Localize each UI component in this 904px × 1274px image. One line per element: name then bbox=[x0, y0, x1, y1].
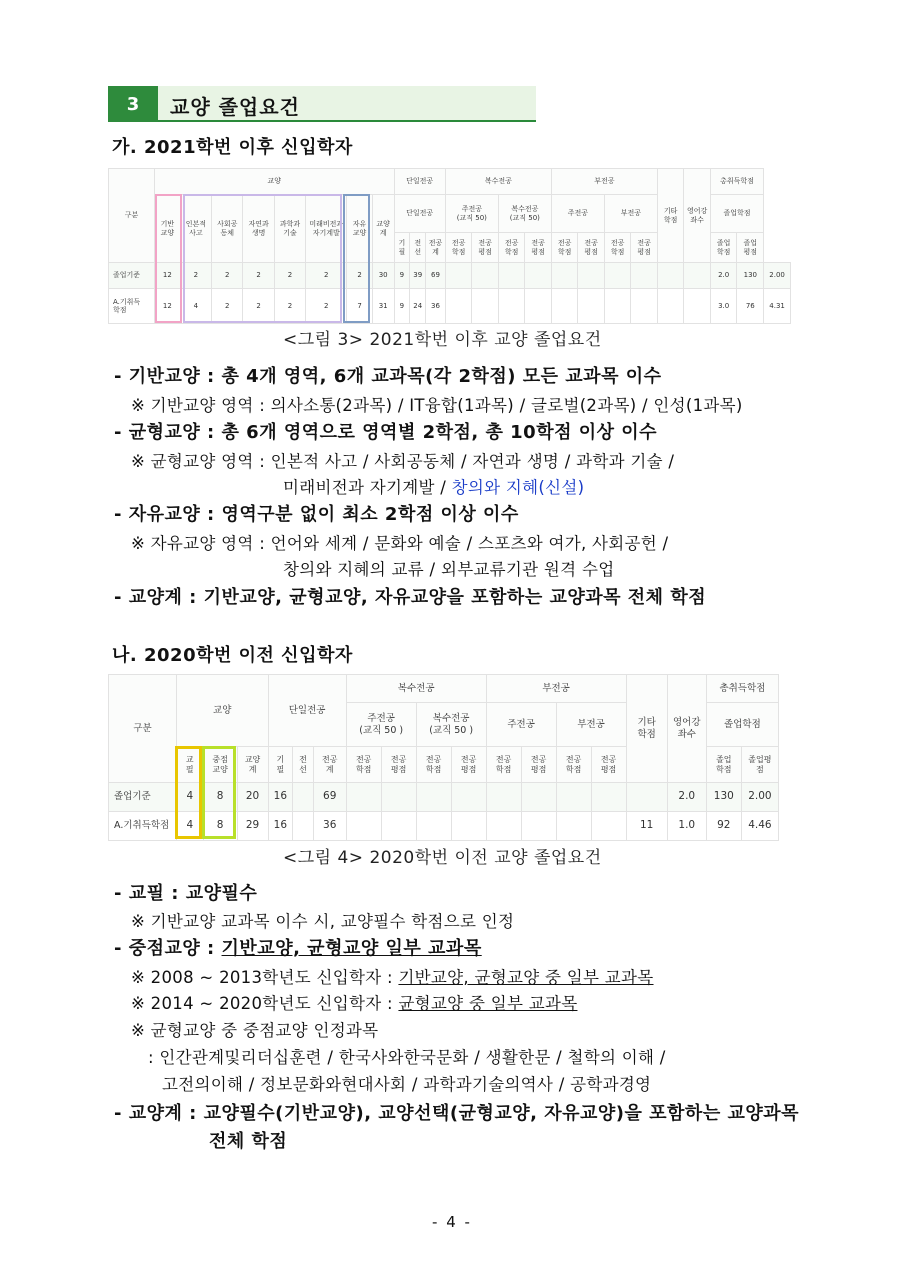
header-pyeongjeom: 전공 평점 bbox=[451, 747, 486, 783]
cell: 12 bbox=[155, 263, 181, 289]
header-pyeongjeom: 전공 평점 bbox=[631, 233, 658, 263]
header-bu-bu: 부전공 bbox=[604, 195, 657, 233]
item-jungjeom-note-1 bbox=[131, 964, 654, 988]
cell: 2 bbox=[306, 289, 347, 324]
header-ju: 주전공 (교직 50 ) bbox=[346, 703, 416, 747]
header-pyeongjeom: 전공 평점 bbox=[381, 747, 416, 783]
header-danil-sub: 단일전공 bbox=[394, 195, 445, 233]
cell bbox=[381, 783, 416, 812]
header-gyopil: 교 필 bbox=[176, 747, 203, 783]
cell bbox=[551, 289, 578, 324]
cell: 20 bbox=[237, 783, 268, 812]
header-gye: 전공 계 bbox=[426, 233, 446, 263]
table-row bbox=[109, 812, 779, 841]
cell bbox=[293, 812, 314, 841]
table-row bbox=[109, 783, 779, 812]
cell bbox=[416, 812, 451, 841]
cell: 8 bbox=[203, 783, 237, 812]
cell: 130 bbox=[737, 263, 764, 289]
cell bbox=[445, 289, 472, 324]
cell bbox=[591, 783, 626, 812]
cell: 7 bbox=[347, 289, 373, 324]
cell bbox=[521, 812, 556, 841]
header-pyeongjeom: 전공 평점 bbox=[591, 747, 626, 783]
item-gyopil-note: ※ 기반교양 교과목 이수 시, 교양필수 학점으로 인정 bbox=[131, 912, 515, 931]
cell bbox=[591, 812, 626, 841]
cell bbox=[556, 812, 591, 841]
cell bbox=[657, 289, 684, 324]
cell bbox=[472, 289, 499, 324]
header-gubun: 구분 bbox=[109, 675, 177, 783]
cell: 9 bbox=[394, 263, 410, 289]
cell bbox=[631, 289, 658, 324]
header-ju: 주전공 (교직 50) bbox=[445, 195, 498, 233]
header-boksu-sub: 복수전공 (교직 50) bbox=[498, 195, 551, 233]
cell: 1.0 bbox=[667, 812, 706, 841]
header-gyeyang: 교양 계 bbox=[372, 195, 394, 263]
header-total: 총취득학점 bbox=[706, 675, 778, 703]
header-gyoyang: 교양 bbox=[176, 675, 268, 747]
header-bu-bu: 부전공 bbox=[556, 703, 626, 747]
cell: 2 bbox=[347, 263, 373, 289]
cell bbox=[684, 289, 711, 324]
header-hakjeom: 전공 학점 bbox=[498, 233, 525, 263]
row-label: 졸업기준 bbox=[109, 783, 177, 812]
header-jol-hak: 졸업 학점 bbox=[706, 747, 741, 783]
header-bu: 부전공 bbox=[551, 169, 657, 195]
note-prefix: ※ 2014 ~ 2020학년도 신입학자 : bbox=[131, 994, 399, 1013]
note-new-highlight: 창의와 지혜(신설) bbox=[451, 478, 585, 497]
cell: 2 bbox=[243, 263, 274, 289]
cell: 39 bbox=[410, 263, 426, 289]
header-gi: 기 필 bbox=[268, 747, 293, 783]
item-gyopil-head: - 교필 : 교양필수 bbox=[114, 883, 258, 904]
cell bbox=[684, 263, 711, 289]
cell bbox=[381, 812, 416, 841]
cell: 16 bbox=[268, 812, 293, 841]
header-jungjeom: 중점 교양 bbox=[203, 747, 237, 783]
cell: 2.0 bbox=[667, 783, 706, 812]
table-2021 bbox=[108, 168, 791, 324]
header-hakjeom: 전공 학점 bbox=[346, 747, 381, 783]
part-a-heading: 가. 2021학번 이후 신입학자 bbox=[112, 137, 353, 158]
cell: 16 bbox=[268, 783, 293, 812]
caption-fig3: <그림 3> 2021학번 이후 교양 졸업요건 bbox=[283, 330, 602, 350]
header-pyeongjeom: 전공 평점 bbox=[525, 233, 552, 263]
cell: 24 bbox=[410, 289, 426, 324]
cell: 69 bbox=[313, 783, 346, 812]
item-gyeyang2-head: - 교양계 : 교양필수(기반교양), 교양선택(균형교양, 자유교양)을 포함하는 교양과목 bbox=[114, 1103, 800, 1124]
cell: 2.0 bbox=[710, 263, 737, 289]
table-row bbox=[109, 263, 791, 289]
header-sun: 전 선 bbox=[293, 747, 314, 783]
header-hakjeom: 전공 학점 bbox=[551, 233, 578, 263]
note-underlined: 기반교양, 균형교양 중 일부 교과목 bbox=[398, 968, 654, 987]
cell bbox=[451, 812, 486, 841]
header-jolup: 졸업학점 bbox=[710, 195, 763, 233]
cell: 76 bbox=[737, 289, 764, 324]
cell bbox=[346, 812, 381, 841]
cell bbox=[604, 263, 631, 289]
cell bbox=[525, 289, 552, 324]
row-label: A.기취득학점 bbox=[109, 812, 177, 841]
header-hakjeom: 전공 학점 bbox=[604, 233, 631, 263]
caption-fig4: <그림 4> 2020학번 이전 교양 졸업요건 bbox=[283, 848, 602, 868]
cell: 4 bbox=[176, 812, 203, 841]
cell: 8 bbox=[203, 812, 237, 841]
header-danil: 단일전공 bbox=[394, 169, 445, 195]
row-label: A.기취득 학점 bbox=[109, 289, 155, 324]
header-hakjeom: 전공 학점 bbox=[486, 747, 521, 783]
row-label: 졸업기준 bbox=[109, 263, 155, 289]
cell: 31 bbox=[372, 289, 394, 324]
header-jol-hak: 졸업 학점 bbox=[710, 233, 737, 263]
header-bu: 부전공 bbox=[486, 675, 626, 703]
header-jayu: 자유 교양 bbox=[347, 195, 373, 263]
cell: 36 bbox=[426, 289, 446, 324]
cell bbox=[657, 263, 684, 289]
item-jungjeom-note-5: 고전의이해 / 정보문화와현대사회 / 과학과기술의역사 / 공학과경영 bbox=[162, 1075, 652, 1094]
cell: 30 bbox=[372, 263, 394, 289]
header-eng: 영어강 좌수 bbox=[667, 675, 706, 783]
item-gibon-note: ※ 기반교양 영역 : 의사소통(2과목) / IT융합(1과목) / 글로벌(2과목) / 인성(1과목) bbox=[131, 396, 743, 415]
cell bbox=[451, 783, 486, 812]
table-row bbox=[109, 289, 791, 324]
item-gyunhyeong-head: - 균형교양 : 총 6개 영역으로 영역별 2학점, 총 10학점 이상 이수 bbox=[114, 422, 658, 443]
header-pyeongjeom: 전공 평점 bbox=[578, 233, 605, 263]
header-jayeon: 자연과 생명 bbox=[243, 195, 274, 263]
cell: 2 bbox=[274, 289, 305, 324]
cell: 4 bbox=[176, 783, 203, 812]
header-jol-pyeong: 졸업평 점 bbox=[741, 747, 778, 783]
item-jayu-note: ※ 자유교양 영역 : 언어와 세계 / 문화와 예술 / 스포츠와 여가, 사회공헌 / bbox=[131, 534, 669, 553]
cell: 2 bbox=[274, 263, 305, 289]
cell bbox=[498, 289, 525, 324]
cell: 11 bbox=[626, 812, 667, 841]
cell bbox=[346, 783, 381, 812]
cell bbox=[498, 263, 525, 289]
cell: 2 bbox=[306, 263, 347, 289]
table-2020 bbox=[108, 674, 779, 841]
header-pyeongjeom: 전공 평점 bbox=[521, 747, 556, 783]
item-gyunhyeong-note: ※ 균형교양 영역 : 인본적 사고 / 사회공동체 / 자연과 생명 / 과학과 기술 / bbox=[131, 452, 675, 471]
header-danil: 단일전공 bbox=[268, 675, 346, 747]
cell bbox=[631, 263, 658, 289]
cell: 4 bbox=[180, 289, 211, 324]
header-mirae: 미래비전과 자기계발 bbox=[306, 195, 347, 263]
cell bbox=[626, 783, 667, 812]
cell: 69 bbox=[426, 263, 446, 289]
header-hakjeom: 전공 학점 bbox=[556, 747, 591, 783]
cell: 3.0 bbox=[710, 289, 737, 324]
cell bbox=[416, 783, 451, 812]
item-jayu-head: - 자유교양 : 영역구분 없이 최소 2학점 이상 이수 bbox=[114, 504, 519, 525]
cell bbox=[521, 783, 556, 812]
page-number: - 4 - bbox=[432, 1213, 472, 1231]
cell: 2 bbox=[180, 263, 211, 289]
cell: 29 bbox=[237, 812, 268, 841]
header-bu-ju: 주전공 bbox=[551, 195, 604, 233]
note-underlined: 균형교양 중 일부 교과목 bbox=[398, 994, 578, 1013]
header-inmun: 인본적 사고 bbox=[180, 195, 211, 263]
cell: 2 bbox=[212, 289, 243, 324]
cell: 2 bbox=[243, 289, 274, 324]
cell: 92 bbox=[706, 812, 741, 841]
item-gyeyang-head: - 교양계 : 기반교양, 균형교양, 자유교양을 포함하는 교양과목 전체 학점 bbox=[114, 587, 707, 608]
header-hakjeom: 전공 학점 bbox=[416, 747, 451, 783]
header-total: 총취득학점 bbox=[710, 169, 763, 195]
header-gi: 기 필 bbox=[394, 233, 410, 263]
header-boksu-sub: 복수전공 (교직 50 ) bbox=[416, 703, 486, 747]
cell bbox=[486, 783, 521, 812]
header-gibon: 기반 교양 bbox=[155, 195, 181, 263]
header-sahoe: 사회공 동체 bbox=[212, 195, 243, 263]
cell: 4.31 bbox=[764, 289, 791, 324]
cell bbox=[472, 263, 499, 289]
cell bbox=[556, 783, 591, 812]
cell bbox=[525, 263, 552, 289]
header-gubun: 구분 bbox=[109, 169, 155, 263]
header-pyeongjeom: 전공 평점 bbox=[472, 233, 499, 263]
part-b-heading: 나. 2020학번 이전 신입학자 bbox=[112, 645, 353, 666]
header-hakjeom: 전공 학점 bbox=[445, 233, 472, 263]
item-jungjeom-note-2 bbox=[131, 990, 577, 1014]
item-jungjeom-note-3: ※ 균형교양 중 중점교양 인정과목 bbox=[131, 1021, 379, 1040]
item-jungjeom-note-4: : 인간관계및리더십훈련 / 한국사와한국문화 / 생활한문 / 철학의 이해 / bbox=[148, 1048, 666, 1067]
header-gyoyang: 교양 bbox=[155, 169, 394, 195]
item-gyunhyeong-note-2 bbox=[283, 474, 584, 498]
cell bbox=[578, 263, 605, 289]
note-text: 미래비전과 자기계발 / bbox=[283, 478, 452, 497]
cell bbox=[293, 783, 314, 812]
head-prefix: - 중점교양 : bbox=[114, 938, 222, 959]
item-gyeyang2-head-2: 전체 학점 bbox=[209, 1131, 288, 1152]
cell: 4.46 bbox=[741, 812, 778, 841]
cell bbox=[551, 263, 578, 289]
head-underlined: 기반교양, 균형교양 일부 교과목 bbox=[221, 938, 482, 959]
header-bu-ju: 주전공 bbox=[486, 703, 556, 747]
section-title: 교양 졸업요건 bbox=[170, 95, 300, 119]
header-sun: 전 선 bbox=[410, 233, 426, 263]
cell: 2 bbox=[212, 263, 243, 289]
cell: 130 bbox=[706, 783, 741, 812]
header-jolup: 졸업학점 bbox=[706, 703, 778, 747]
header-gita: 기타 학점 bbox=[657, 169, 684, 263]
item-gibon-head: - 기반교양 : 총 4개 영역, 6개 교과목(각 2학점) 모든 교과목 이수 bbox=[114, 366, 662, 387]
header-gye: 전공 계 bbox=[313, 747, 346, 783]
header-gyeyang: 교양 계 bbox=[237, 747, 268, 783]
header-boksu: 복수전공 bbox=[346, 675, 486, 703]
item-jungjeom-head bbox=[114, 934, 482, 960]
header-jol-pyeong: 졸업 평점 bbox=[737, 233, 764, 263]
cell: 2.00 bbox=[764, 263, 791, 289]
cell: 2.00 bbox=[741, 783, 778, 812]
cell bbox=[486, 812, 521, 841]
header-boksu: 복수전공 bbox=[445, 169, 551, 195]
cell bbox=[578, 289, 605, 324]
cell bbox=[604, 289, 631, 324]
item-jayu-note-2: 창의와 지혜의 교류 / 외부교류기관 원격 수업 bbox=[283, 560, 615, 579]
section-number: 3 bbox=[108, 86, 158, 122]
cell: 36 bbox=[313, 812, 346, 841]
header-gita: 기타 학점 bbox=[626, 675, 667, 783]
note-prefix: ※ 2008 ~ 2013학년도 신입학자 : bbox=[131, 968, 399, 987]
cell: 9 bbox=[394, 289, 410, 324]
header-gwahak: 과학과 기술 bbox=[274, 195, 305, 263]
cell: 12 bbox=[155, 289, 181, 324]
header-eng: 영어강 좌수 bbox=[684, 169, 711, 263]
cell bbox=[445, 263, 472, 289]
